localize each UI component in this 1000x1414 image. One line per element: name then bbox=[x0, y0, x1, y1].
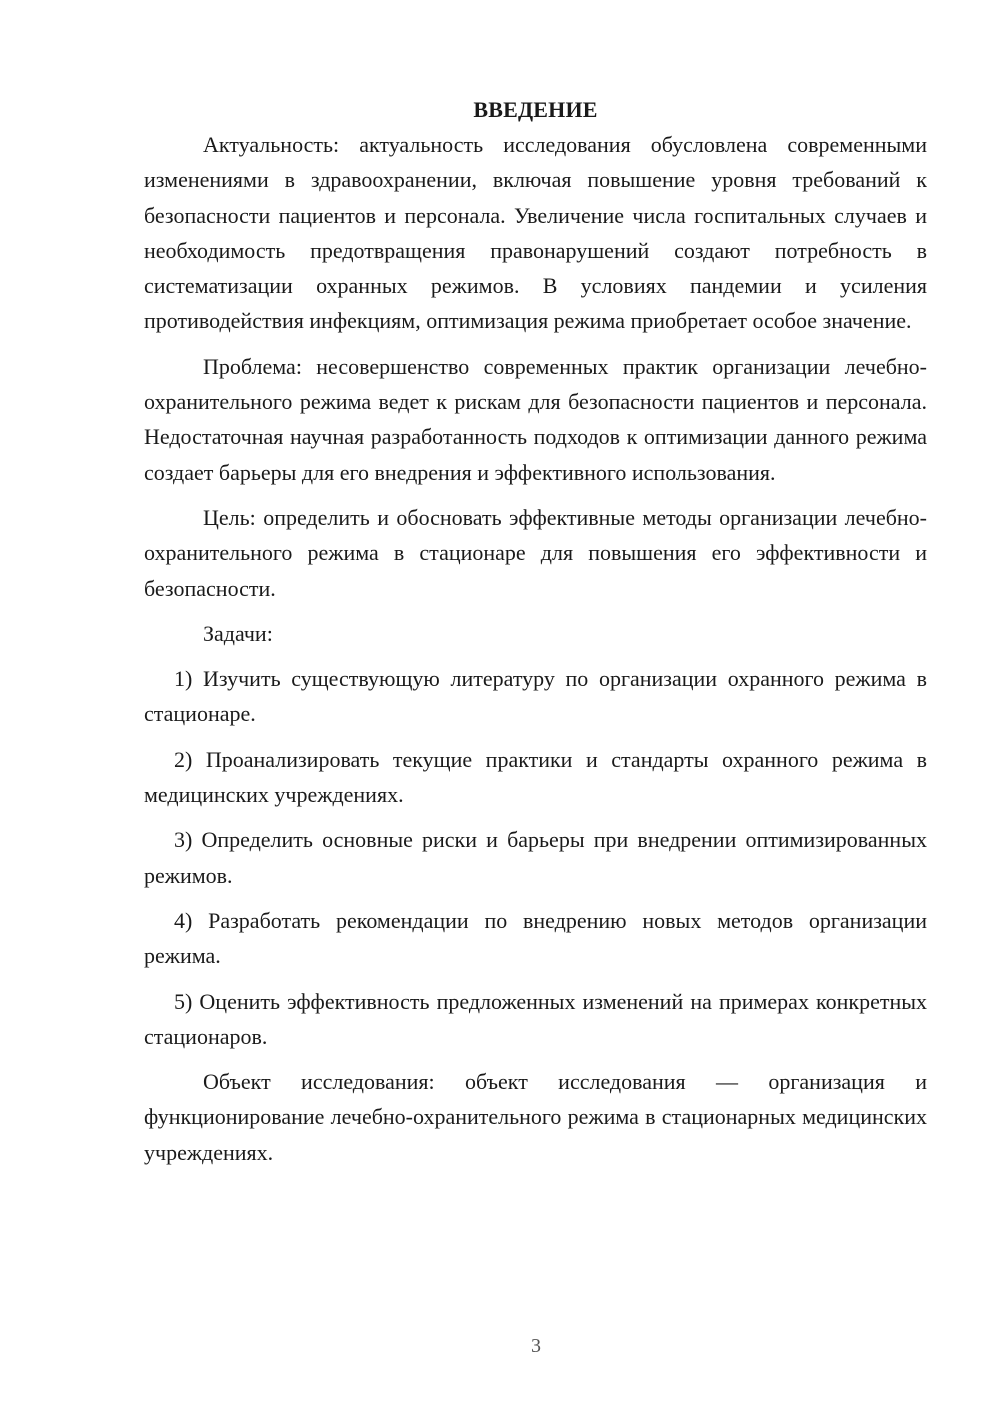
paragraph-goal: Цель: определить и обосновать эффективные методы организации лечебно-охранительного режима в стационаре для повышения его эффективности и безопасности. bbox=[144, 504, 927, 601]
task-item-5: 5) Оценить эффективность предложенных изменений на примерах конкретных стационаров. bbox=[144, 988, 927, 1049]
paragraph-problem: Проблема: несовершенство современных практик организации лечебно-охранительного режима ведет к рискам для безопасности пациентов и персонала. Недостаточная научная разработанность подходов к оптимизации данного режима создает барьеры для его внедрения и эффективного использования. bbox=[144, 353, 927, 485]
paragraph-object: Объект исследования: объект исследования — организация и функционирование лечебно-охранительного режима в стационарных медицинских учреждениях. bbox=[144, 1069, 927, 1165]
task-item-2: 2) Проанализировать текущие практики и стандарты охранного режима в медицинских учреждениях. bbox=[144, 746, 927, 808]
task-item-1: 1) Изучить существующую литературу по организации охранного режима в стационаре. bbox=[144, 666, 927, 727]
task-item-3: 3) Определить основные риски и барьеры при внедрении оптимизированных режимов. bbox=[144, 827, 927, 888]
page-number: 3 bbox=[531, 1335, 541, 1357]
task-item-4: 4) Разработать рекомендации по внедрению новых методов организации режима. bbox=[144, 907, 927, 969]
page-body bbox=[144, 92, 927, 1170]
section-title: ВВЕДЕНИЕ bbox=[473, 97, 598, 122]
tasks-heading: Задачи: bbox=[203, 620, 273, 646]
paragraph-relevance: Актуальность: актуальность исследования обусловлена современными изменениями в здравоохранении, включая повышение уровня требований к безопасности пациентов и персонала. Увеличение числа госпитальных случаев и необходимость предотвращения правонарушений создают потребность в систематизации охранных режимов. В условиях пандемии и усиления противодействия инфекциям, оптимизация режима приобретает особое значение. bbox=[144, 132, 927, 334]
